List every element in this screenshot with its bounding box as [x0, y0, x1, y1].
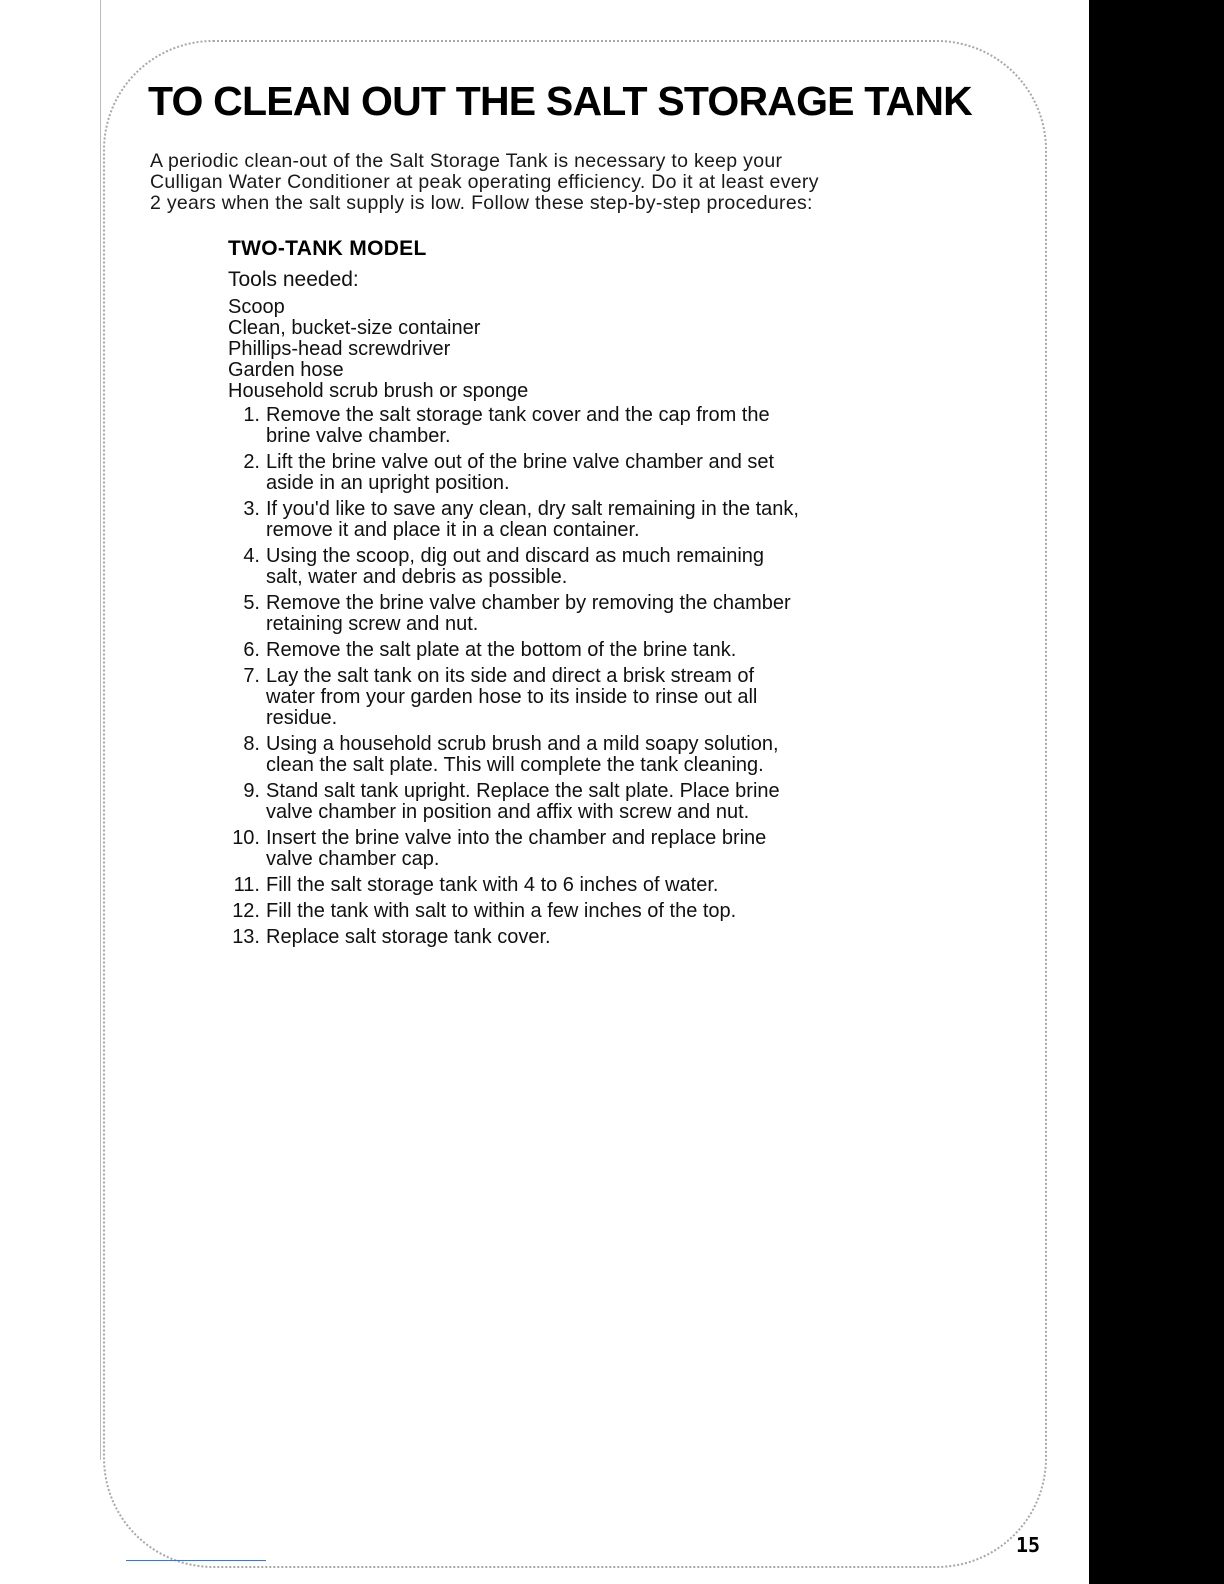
tools-label: Tools needed: — [228, 268, 359, 291]
step-item — [228, 901, 828, 922]
tool-item: Scoop — [228, 296, 285, 318]
step-text: Stand salt tank upright. Replace the salt plate. Place brine valve chamber in position and affix with screw and nut. — [266, 780, 780, 823]
step-text: Fill the tank with salt to within a few inches of the top. — [266, 900, 737, 922]
step-item — [228, 781, 828, 823]
step-text: Remove the salt plate at the bottom of the brine tank. — [266, 639, 737, 661]
two-tank-model-section — [228, 237, 828, 953]
step-text: Using the scoop, dig out and discard as much remaining salt, water and debris as possible. — [266, 545, 765, 588]
step-item — [228, 734, 828, 776]
step-number: 6. — [243, 639, 260, 661]
step-item — [228, 927, 828, 948]
intro-paragraph — [150, 151, 930, 214]
intro-line: Culligan Water Conditioner at peak operating efficiency. Do it at least every — [150, 171, 819, 193]
intro-line: A periodic clean-out of the Salt Storage Tank is necessary to keep your — [150, 150, 783, 172]
step-text: Fill the salt storage tank with 4 to 6 inches of water. — [266, 874, 719, 896]
step-text: Lift the brine valve out of the brine valve chamber and set aside in an upright position. — [266, 451, 775, 494]
tool-item: Clean, bucket-size container — [228, 317, 481, 339]
step-number: 9. — [243, 780, 260, 802]
bottom-underline — [126, 1560, 266, 1561]
step-text: Remove the brine valve chamber by removing the chamber retaining screw and nut. — [266, 592, 791, 635]
step-text: Remove the salt storage tank cover and the cap from the brine valve chamber. — [266, 404, 770, 447]
step-text: Replace salt storage tank cover. — [266, 926, 551, 948]
step-item — [228, 875, 828, 896]
left-margin-line — [100, 0, 101, 1460]
right-black-band — [1089, 0, 1224, 1584]
intro-line: 2 years when the salt supply is low. Follow these step-by-step procedures: — [150, 192, 813, 214]
step-item — [228, 452, 828, 494]
tool-item: Garden hose — [228, 359, 344, 381]
step-number: 11. — [233, 874, 260, 896]
page-number: 15 — [1016, 1533, 1041, 1557]
step-item — [228, 828, 828, 870]
step-number: 10. — [232, 827, 260, 849]
step-text: Lay the salt tank on its side and direct a brisk stream of water from your garden hose to its inside to rinse out all residue. — [266, 665, 758, 729]
step-text: Using a household scrub brush and a mild soapy solution, clean the salt plate. This will complete the tank cleaning. — [266, 733, 779, 776]
step-number: 2. — [243, 451, 260, 473]
step-number: 12. — [232, 900, 260, 922]
steps-list — [228, 405, 828, 948]
step-text: Insert the brine valve into the chamber and replace brine valve chamber cap. — [266, 827, 767, 870]
tools-list — [228, 297, 828, 402]
step-item — [228, 405, 828, 447]
step-number: 13. — [232, 926, 260, 948]
step-item — [228, 499, 828, 541]
step-number: 7. — [243, 665, 260, 687]
section-heading: TWO-TANK MODEL — [228, 237, 427, 260]
step-number: 3. — [243, 498, 260, 520]
step-number: 5. — [243, 592, 260, 614]
step-item — [228, 666, 828, 729]
step-number: 4. — [243, 545, 260, 567]
step-item — [228, 546, 828, 588]
tool-item: Household scrub brush or sponge — [228, 380, 529, 402]
tool-item: Phillips-head screwdriver — [228, 338, 451, 360]
step-text: If you'd like to save any clean, dry salt remaining in the tank, remove it and place it in a clean container. — [266, 498, 799, 541]
step-number: 8. — [243, 733, 260, 755]
step-item — [228, 593, 828, 635]
step-number: 1. — [243, 404, 260, 426]
step-item — [228, 640, 828, 661]
page-title: TO CLEAN OUT THE SALT STORAGE TANK — [148, 78, 972, 124]
